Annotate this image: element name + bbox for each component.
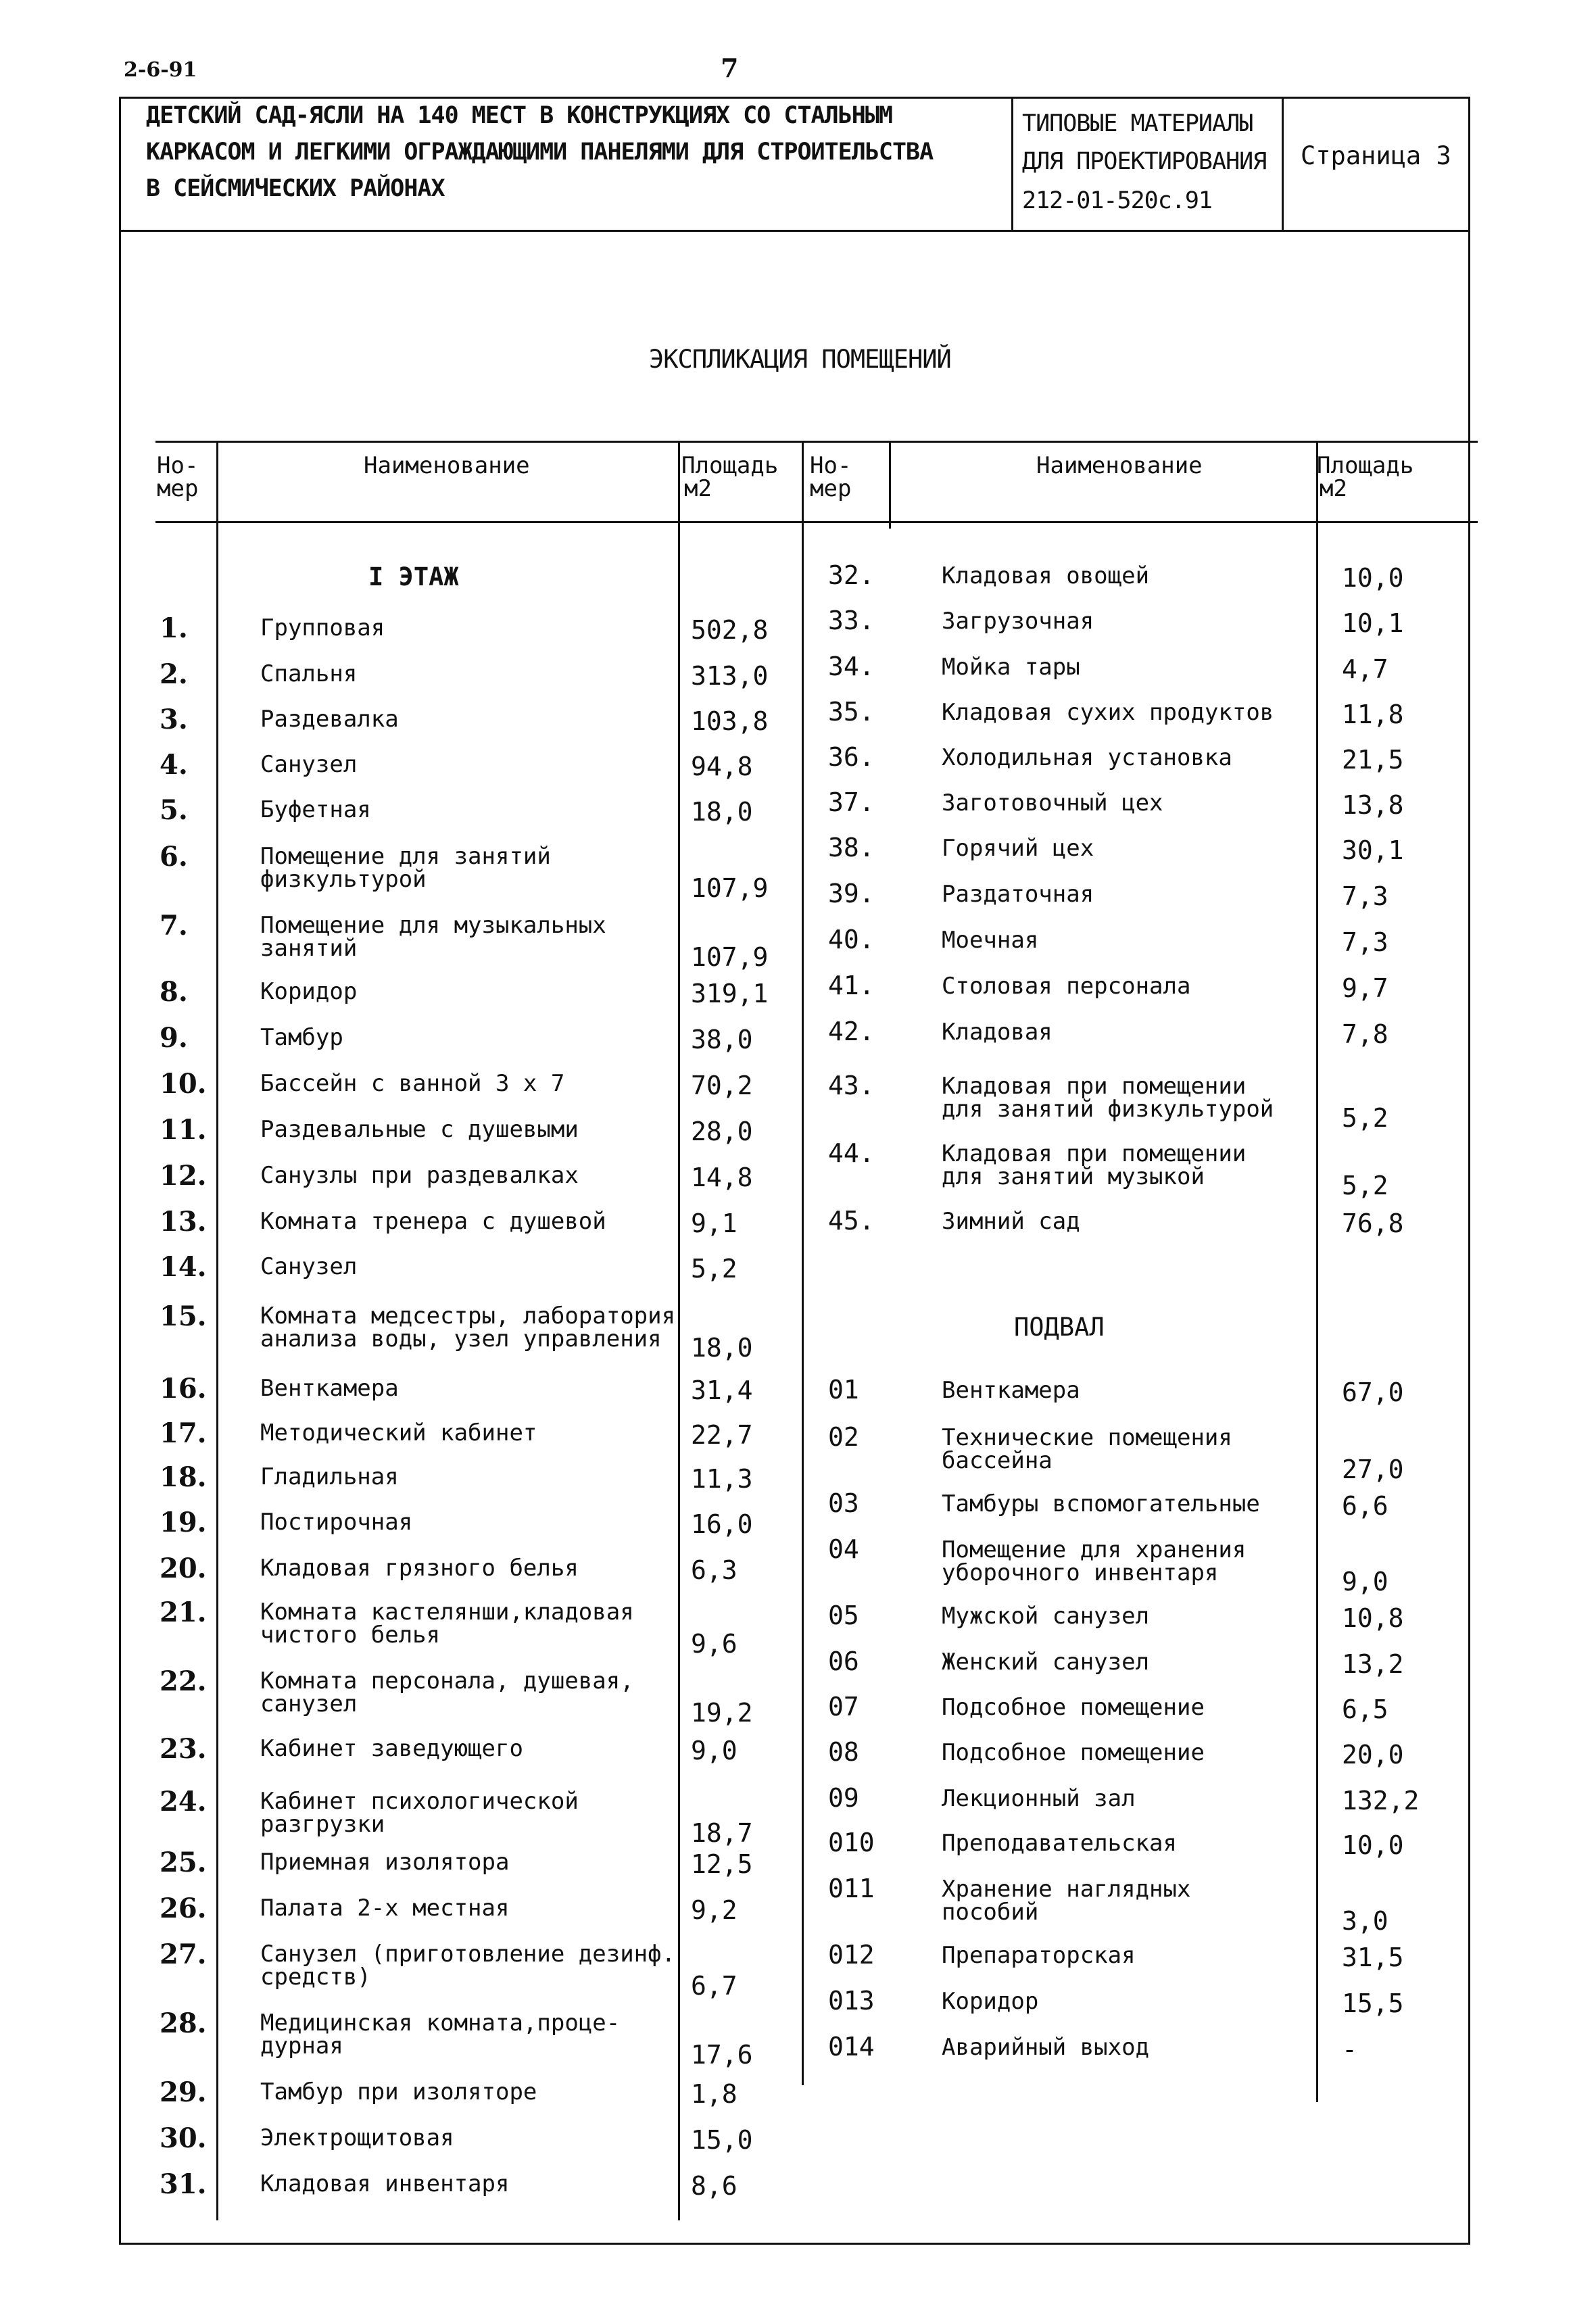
room-name: анализа воды, узел управления (260, 1325, 662, 1353)
room-area: 5,2 (1342, 1103, 1388, 1133)
col-header-area: м2 (1320, 475, 1347, 502)
room-number: 23. (160, 1733, 207, 1765)
room-number: 17. (160, 1417, 207, 1449)
room-name: Подсобное помещение (942, 1739, 1205, 1766)
room-name: Венткамера (260, 1375, 399, 1402)
column-divider (678, 441, 680, 2220)
room-number: 012 (828, 1940, 875, 1970)
room-number: 09 (828, 1783, 859, 1813)
room-name: Горячий цех (942, 835, 1094, 862)
room-name: Венткамера (942, 1377, 1080, 1404)
room-name: бассейна (942, 1447, 1053, 1474)
room-name: Мойка тары (942, 654, 1080, 681)
room-number: 9. (160, 1022, 188, 1054)
room-name: Тамбуры вспомогательные (942, 1490, 1260, 1517)
page-number: 7 (721, 53, 739, 83)
col-header-name: Наименование (1036, 452, 1203, 479)
room-name: Комната медсестры, лаборатория (260, 1302, 676, 1330)
room-name: Санузел (приготовление дезинф. (260, 1941, 676, 1968)
document-code: 2-6-91 (124, 58, 197, 82)
room-name: Кладовая инвентаря (260, 2170, 510, 2197)
room-number: 34. (828, 652, 875, 681)
room-number: 05 (828, 1601, 859, 1630)
room-name: Хранение наглядных (942, 1876, 1191, 1903)
room-name: Столовая персонала (942, 973, 1191, 1000)
series-line: ДЛЯ ПРОЕКТИРОВАНИЯ (1022, 148, 1267, 175)
room-name: Заготовочный цех (942, 789, 1163, 817)
room-area: 13,2 (1342, 1649, 1404, 1679)
room-name: Групповая (260, 614, 385, 641)
room-number: 33. (828, 606, 875, 635)
room-name: Коридор (260, 978, 358, 1005)
column-divider (802, 441, 804, 2085)
room-area: 27,0 (1342, 1455, 1404, 1484)
col-header-area: Площадь (1317, 452, 1414, 479)
room-number: 3. (160, 704, 188, 735)
series-code: 212-01-520с.91 (1022, 187, 1213, 214)
room-number: 41. (828, 971, 875, 1000)
room-number: 24. (160, 1786, 207, 1818)
room-area: 5,2 (691, 1254, 737, 1284)
room-name: Кабинет заведующего (260, 1735, 523, 1762)
room-number: 2. (160, 658, 188, 690)
room-name: Кладовая сухих продуктов (942, 699, 1274, 726)
room-area: 3,0 (1342, 1906, 1388, 1936)
col-header-name: Наименование (364, 452, 530, 479)
room-number: 19. (160, 1507, 207, 1538)
table-header-rule (155, 521, 1478, 523)
room-area: 31,5 (1342, 1943, 1404, 1972)
room-number: 31. (160, 2168, 207, 2200)
room-area: 15,0 (691, 2125, 753, 2155)
room-area: 10,8 (1342, 1603, 1404, 1633)
room-number: 28. (160, 2007, 207, 2039)
room-number: 07 (828, 1692, 859, 1722)
room-name: Тамбур (260, 1024, 343, 1051)
room-number: 45. (828, 1206, 875, 1236)
room-number: 21. (160, 1597, 207, 1628)
room-number: 43. (828, 1071, 875, 1100)
room-area: 6,5 (1342, 1695, 1388, 1724)
room-area: 502,8 (691, 615, 769, 645)
room-number: 013 (828, 1986, 875, 2016)
room-number: 06 (828, 1647, 859, 1676)
room-area: 8,6 (691, 2171, 737, 2201)
room-name: Помещение для хранения (942, 1536, 1247, 1563)
col-header-num: мер (157, 475, 199, 502)
room-area: 132,2 (1342, 1786, 1420, 1816)
room-name: Тамбур при изоляторе (260, 2078, 537, 2105)
room-number: 14. (160, 1251, 207, 1283)
room-name: Раздаточная (942, 881, 1094, 908)
column-divider (889, 441, 891, 529)
room-number: 11. (160, 1114, 207, 1146)
room-name: пособий (942, 1899, 1039, 1926)
room-name: Санузлы при раздевалках (260, 1162, 579, 1189)
col-header-num: Но- (157, 452, 199, 479)
room-area: 9,7 (1342, 973, 1388, 1003)
room-name: Подсобное помещение (942, 1694, 1205, 1721)
room-name: Спальня (260, 660, 358, 687)
room-area: 9,0 (691, 1736, 737, 1765)
title-line: КАРКАСОМ И ЛЕГКИМИ ОГРАЖДАЮЩИМИ ПАНЕЛЯМИ ДЛЯ СТРОИТЕЛЬСТВА (146, 139, 934, 166)
room-area: 107,9 (691, 873, 769, 903)
room-number: 15. (160, 1300, 207, 1332)
col-header-area: Площадь (681, 452, 779, 479)
room-area: 10,0 (1342, 563, 1404, 593)
room-name: Санузел (260, 751, 358, 778)
room-name: Медицинская комната,проце- (260, 2009, 621, 2037)
room-number: 08 (828, 1737, 859, 1767)
room-area: 17,6 (691, 2040, 753, 2070)
room-area: 1,8 (691, 2079, 737, 2109)
room-number: 03 (828, 1488, 859, 1518)
room-number: 20. (160, 1553, 207, 1584)
room-number: 01 (828, 1375, 859, 1405)
room-area: 19,2 (691, 1698, 753, 1728)
room-number: 26. (160, 1893, 207, 1924)
room-name: Кладовая овощей (942, 562, 1150, 589)
series-line: ТИПОВЫЕ МАТЕРИАЛЫ (1022, 110, 1253, 137)
room-name: Помещение для занятий (260, 843, 551, 870)
room-area: 18,0 (691, 1333, 753, 1363)
room-name: Коридор (942, 1988, 1039, 2015)
room-name: Кладовая при помещении (942, 1073, 1247, 1100)
room-number: 16. (160, 1373, 207, 1405)
room-area: 16,0 (691, 1509, 753, 1539)
room-name: Комната кастелянши,кладовая (260, 1599, 634, 1626)
room-area: 7,3 (1342, 881, 1388, 911)
room-number: 38. (828, 833, 875, 862)
room-area: 9,1 (691, 1209, 737, 1238)
room-name: занятий (260, 935, 358, 962)
room-name: Методический кабинет (260, 1419, 537, 1446)
room-name: Женский санузел (942, 1649, 1150, 1676)
room-number: 011 (828, 1874, 875, 1903)
room-name: Электрощитовая (260, 2124, 454, 2151)
room-area: 67,0 (1342, 1378, 1404, 1407)
room-number: 12. (160, 1160, 207, 1192)
table-top-rule (155, 441, 1478, 443)
room-number: 13. (160, 1206, 207, 1238)
room-area: 21,5 (1342, 745, 1404, 775)
room-number: 02 (828, 1422, 859, 1452)
room-area: 10,1 (1342, 608, 1404, 638)
room-name: Палата 2-х местная (260, 1895, 510, 1922)
room-name: Постирочная (260, 1509, 413, 1536)
room-name: Загрузочная (942, 608, 1094, 635)
title-line: В СЕЙСМИЧЕСКИХ РАЙОНАХ (146, 175, 445, 202)
room-area: 31,4 (691, 1375, 753, 1405)
room-area: 103,8 (691, 706, 769, 736)
room-number: 25. (160, 1847, 207, 1878)
room-number: 39. (828, 879, 875, 908)
room-number: 10. (160, 1068, 207, 1100)
column-divider (216, 441, 218, 2220)
room-number: 5. (160, 794, 188, 826)
room-name: уборочного инвентаря (942, 1559, 1219, 1586)
room-number: 40. (828, 925, 875, 954)
room-number: 42. (828, 1017, 875, 1046)
room-name: Раздевальные с душевыми (260, 1116, 579, 1143)
room-name: Лекционный зал (942, 1785, 1136, 1812)
room-name: Буфетная (260, 796, 371, 823)
room-number: 18. (160, 1461, 207, 1493)
room-area: 10,0 (1342, 1830, 1404, 1860)
room-number: 29. (160, 2076, 207, 2108)
room-name: Зимний сад (942, 1208, 1080, 1235)
room-area: 11,3 (691, 1464, 753, 1494)
room-number: 8. (160, 976, 188, 1008)
column-divider (1316, 441, 1318, 2102)
room-area: 7,8 (1342, 1019, 1388, 1049)
room-area: - (1342, 2034, 1357, 2064)
room-name: Моечная (942, 927, 1039, 954)
room-number: 36. (828, 742, 875, 772)
col-header-num: Но- (810, 452, 852, 479)
section-basement: ПОДВАЛ (1014, 1313, 1105, 1342)
room-area: 15,5 (1342, 1989, 1404, 2018)
room-name: Комната персонала, душевая, (260, 1667, 634, 1695)
room-name: разгрузки (260, 1811, 385, 1838)
room-name: Кладовая (942, 1019, 1053, 1046)
sheet-label: Страница 3 (1301, 141, 1451, 170)
room-name: Технические помещения (942, 1424, 1232, 1451)
title-line: ДЕТСКИЙ САД-ЯСЛИ НА 140 МЕСТ В КОНСТРУКЦИЯХ СО СТАЛЬНЫМ (146, 102, 892, 129)
room-name: Бассейн с ванной 3 х 7 (260, 1070, 565, 1097)
room-name: санузел (260, 1690, 358, 1717)
room-name: Мужской санузел (942, 1603, 1150, 1630)
room-number: 27. (160, 1939, 207, 1970)
room-name: физкультурой (260, 866, 427, 893)
room-area: 4,7 (1342, 654, 1388, 684)
room-number: 7. (160, 910, 188, 942)
room-name: Кабинет психологической (260, 1788, 579, 1815)
col-header-area: м2 (684, 475, 712, 502)
room-name: Комната тренера с душевой (260, 1208, 606, 1235)
room-number: 37. (828, 787, 875, 817)
room-name: Гладильная (260, 1463, 399, 1490)
title-block (119, 97, 1470, 232)
room-area: 70,2 (691, 1071, 753, 1100)
room-name: Кладовая при помещении (942, 1140, 1247, 1167)
section-floor1: I ЭТАЖ (368, 562, 459, 591)
room-name: Холодильная установка (942, 744, 1232, 771)
room-area: 9,0 (1342, 1567, 1388, 1597)
room-number: 22. (160, 1665, 207, 1697)
room-name: Препараторская (942, 1942, 1136, 1969)
room-area: 30,1 (1342, 835, 1404, 865)
room-area: 6,6 (1342, 1491, 1388, 1521)
room-area: 18,7 (691, 1818, 753, 1848)
room-area: 9,2 (691, 1895, 737, 1925)
room-area: 313,0 (691, 661, 769, 691)
room-name: для занятий музыкой (942, 1163, 1205, 1190)
room-area: 5,2 (1342, 1171, 1388, 1200)
room-area: 94,8 (691, 752, 753, 781)
room-number: 014 (828, 2032, 875, 2062)
room-name: Приемная изолятора (260, 1849, 510, 1876)
room-number: 44. (828, 1138, 875, 1168)
room-area: 38,0 (691, 1025, 753, 1054)
room-name: Кладовая грязного белья (260, 1555, 579, 1582)
room-area: 6,3 (691, 1555, 737, 1585)
room-name: Раздевалка (260, 706, 399, 733)
room-area: 14,8 (691, 1163, 753, 1192)
room-name: Санузел (260, 1253, 358, 1280)
room-number: 6. (160, 841, 188, 873)
room-number: 010 (828, 1828, 875, 1857)
room-number: 1. (160, 612, 188, 644)
room-area: 13,8 (1342, 790, 1404, 820)
room-number: 04 (828, 1534, 859, 1564)
room-area: 18,0 (691, 797, 753, 827)
room-area: 7,3 (1342, 927, 1388, 957)
room-name: чистого белья (260, 1622, 441, 1649)
room-area: 9,6 (691, 1629, 737, 1659)
title-divider (1282, 97, 1284, 232)
room-number: 4. (160, 749, 188, 781)
room-area: 319,1 (691, 979, 769, 1008)
room-number: 32. (828, 560, 875, 590)
room-area: 28,0 (691, 1117, 753, 1146)
room-area: 6,7 (691, 1971, 737, 2001)
document-heading: ЭКСПЛИКАЦИЯ ПОМЕЩЕНИЙ (649, 345, 951, 374)
room-area: 20,0 (1342, 1740, 1404, 1770)
col-header-num: мер (810, 475, 852, 502)
title-divider (1011, 97, 1013, 232)
room-name: Аварийный выход (942, 2034, 1150, 2061)
room-area: 107,9 (691, 942, 769, 972)
room-number: 30. (160, 2122, 207, 2154)
room-name: для занятий физкультурой (942, 1096, 1274, 1123)
room-name: средств) (260, 1964, 371, 1991)
room-name: дурная (260, 2032, 343, 2060)
room-area: 22,7 (691, 1420, 753, 1450)
room-area: 76,8 (1342, 1209, 1404, 1238)
room-name: Преподавательская (942, 1830, 1177, 1857)
room-area: 11,8 (1342, 700, 1404, 729)
room-area: 12,5 (691, 1849, 753, 1879)
room-name: Помещение для музыкальных (260, 912, 606, 939)
room-number: 35. (828, 697, 875, 727)
